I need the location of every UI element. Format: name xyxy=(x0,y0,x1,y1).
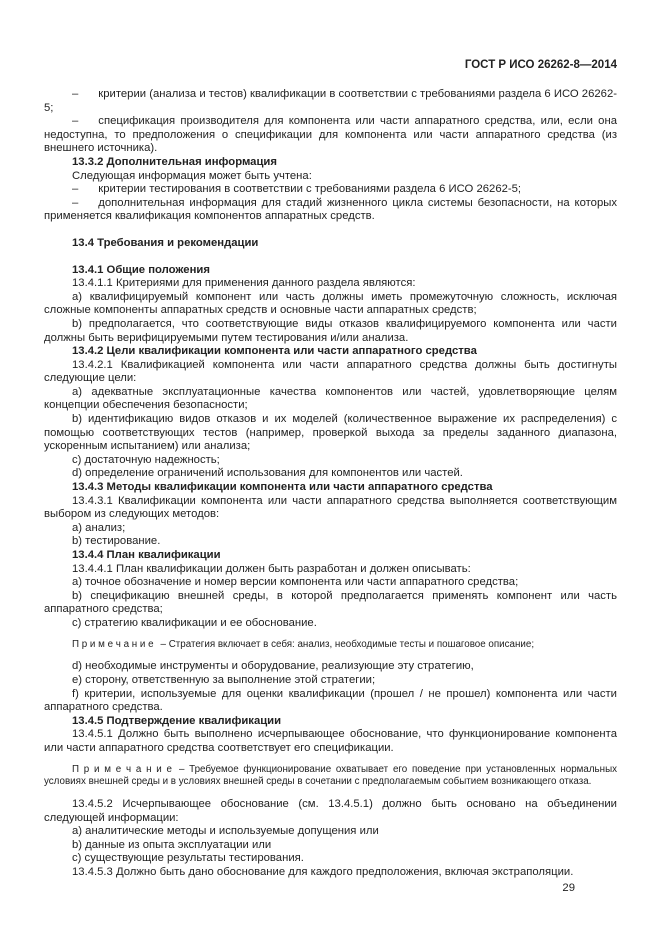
list-item xyxy=(44,115,617,156)
text-run: 13.4.2 Цели квалификации компонента или части аппаратного средства xyxy=(72,345,477,358)
body-paragraph xyxy=(44,688,617,715)
body-paragraph xyxy=(44,413,617,454)
text-run: a) анализ; xyxy=(72,521,126,534)
text-run: 13.4.5.2 Исчерпывающее обоснование (см. 13.4.5.1) должно быть основано на объединении следующей информации: xyxy=(44,798,617,824)
text-run: 13.4.3.1 Квалификации компонента или части аппаратного средства выполняется соответствующим выбором из следующих методов: xyxy=(44,494,617,521)
text-run: d) необходимые инструменты и оборудование, реализующие эту стратегию, xyxy=(72,660,474,673)
page-number: 29 xyxy=(562,881,575,894)
text-run: спецификация производителя для компонента или части аппаратного средства, или, если она недоступна, то предположения о спецификации для компонента или части аппаратного средства (из внешнего источника). xyxy=(44,115,617,155)
dash-marker: – xyxy=(72,196,79,209)
text-run: b) данные из опыта эксплуатации или xyxy=(72,838,272,851)
text-run: c) достаточную надежность; xyxy=(72,453,220,466)
body-paragraph xyxy=(44,454,617,468)
running-header: ГОСТ Р ИСО 26262-8—2014 xyxy=(464,59,617,71)
text-run: 13.4.4.1 План квалификации должен быть разработан и должен описывать: xyxy=(72,562,471,575)
text-run: b) идентификацию видов отказов и их моделей (количественное выражение их распределения) с помощью соответствующих тестов (например, проверкой выхода за пределы заданного диапазона, ускоренным испытанием) или анализа; xyxy=(44,413,617,453)
document-content xyxy=(44,88,617,880)
body-paragraph xyxy=(44,728,617,755)
body-paragraph xyxy=(44,277,617,291)
body-paragraph xyxy=(44,318,617,345)
list-item xyxy=(44,183,617,197)
body-paragraph xyxy=(44,660,617,674)
text-run: a) точное обозначение и номер версии компонента или части аппаратного средства; xyxy=(72,576,519,589)
text-run: 13.3.2 Дополнительная информация xyxy=(72,155,277,168)
text-run: 13.4.5 Подтверждение квалификации xyxy=(72,714,282,727)
body-paragraph xyxy=(44,798,617,825)
text-run: e) сторону, ответственную за выполнение этой стратегии; xyxy=(72,673,376,686)
body-paragraph xyxy=(44,674,617,688)
text-run: – Стратегия включает в себя: анализ, необходимые тесты и пошаговое описание; xyxy=(160,638,535,650)
body-paragraph xyxy=(44,590,617,617)
text-run: дополнительная информация для стадий жизненного цикла системы безопасности, на которых применяется квалификация компонентов аппаратных средств. xyxy=(44,196,617,223)
body-paragraph xyxy=(44,291,617,318)
body-paragraph xyxy=(44,866,617,880)
text-run: 13.4.1 Общие положения xyxy=(72,263,210,276)
body-paragraph xyxy=(44,522,617,536)
body-paragraph xyxy=(44,495,617,522)
note-label: П р и м е ч а н и е xyxy=(72,638,154,650)
text-run: c) существующие результаты тестирования. xyxy=(72,852,304,865)
text-run: a) аналитические методы и используемые допущения или xyxy=(72,825,379,838)
text-run: a) адекватные эксплуатационные качества компонентов или частей, удовлетворяющие целям концепции обеспечения безопасности; xyxy=(44,385,617,412)
body-paragraph xyxy=(44,852,617,866)
body-paragraph xyxy=(44,359,617,386)
text-run: a) квалифицируемый компонент или часть должны иметь промежуточную сложность, исключая сложные компоненты аппаратных средств и основные части аппаратных средств; xyxy=(44,290,617,317)
dash-marker: – xyxy=(72,88,79,100)
text-run: d) определение ограничений использования для компонентов или частей. xyxy=(72,467,463,480)
section-heading xyxy=(44,549,617,563)
text-run: 13.4.3 Методы квалификации компонента или части аппаратного средства xyxy=(72,481,493,494)
text-run: Следующая информация может быть учтена: xyxy=(72,169,312,182)
text-run: c) стратегию квалификации и ее обоснование. xyxy=(72,616,317,629)
text-run: 13.4 Требования и рекомендации xyxy=(72,236,259,249)
text-run: 13.4.5.3 Должно быть дано обоснование для каждого предположения, включая экстраполяции. xyxy=(72,866,574,879)
body-paragraph xyxy=(44,170,617,184)
body-paragraph xyxy=(44,617,617,631)
text-run: b) предполагается, что соответствующие виды отказов квалифицируемого компонента или части должны быть верифицируемыми путем тестирования и/или анализа. xyxy=(44,317,617,344)
section-heading xyxy=(44,715,617,729)
list-item xyxy=(44,197,617,224)
body-paragraph xyxy=(44,467,617,481)
body-paragraph xyxy=(44,839,617,853)
text-run: 13.4.2.1 Квалификацией компонента или части аппаратного средства должны быть достигнуты следующие цели: xyxy=(44,358,617,385)
text-run: критерии тестирования в соответствии с требованиями раздела 6 ИСО 26262-5; xyxy=(98,183,522,196)
text-run: b) спецификацию внешней среды, в которой предполагается применять компонент или часть аппаратного средства; xyxy=(44,589,617,616)
text-run: 13.4.5.1 Должно быть выполнено исчерпывающее обоснование, что функционирование компонента или части аппаратного средства соответствует его спецификации. xyxy=(44,728,617,754)
section-heading xyxy=(44,156,617,170)
section-heading xyxy=(44,481,617,495)
body-paragraph xyxy=(44,825,617,839)
text-run: – Требуемое функционирование охватывает его поведение при установленных нормальных условиях внешней среды и в условиях внешней среды в сочетании с предполагаемым событием возникающего отказа. xyxy=(44,763,618,788)
note-paragraph xyxy=(44,639,617,652)
text-run: 13.4.1.1 Критериями для применения данного раздела являются: xyxy=(72,277,416,290)
note-paragraph xyxy=(44,764,617,790)
dash-marker: – xyxy=(72,115,79,128)
dash-marker: – xyxy=(72,183,79,196)
section-heading xyxy=(44,345,617,359)
text-run: b) тестирование. xyxy=(72,535,161,548)
list-item xyxy=(44,88,617,115)
text-run: 13.4.4 План квалификации xyxy=(72,549,221,561)
text-run: f) критерии, используемые для оценки квалификации (прошел / не прошел) компонента или части аппаратного средства. xyxy=(44,687,617,714)
body-paragraph xyxy=(44,386,617,413)
section-heading xyxy=(44,264,617,278)
note-label: П р и м е ч а н и е xyxy=(72,763,172,775)
body-paragraph xyxy=(44,535,617,549)
text-run: критерии (анализа и тестов) квалификации в соответствии с требованиями раздела 6 ИСО 26262-5; xyxy=(44,88,617,114)
body-paragraph xyxy=(44,576,617,590)
body-paragraph xyxy=(44,563,617,577)
section-heading xyxy=(44,237,617,251)
